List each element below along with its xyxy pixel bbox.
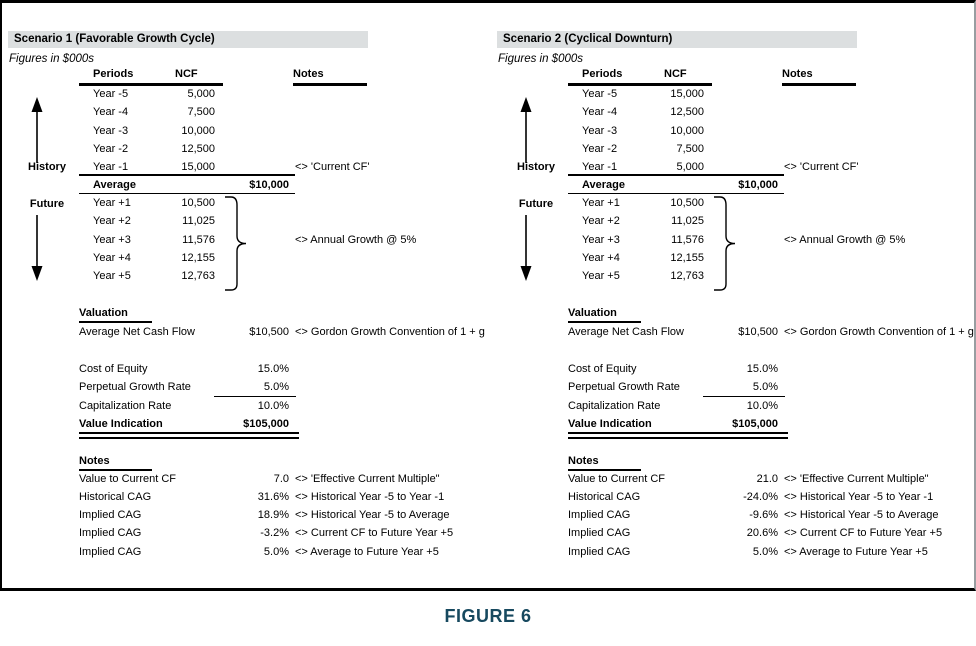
note-row-label: Historical CAG <box>79 491 152 503</box>
period-cell: Year -4 <box>582 106 618 118</box>
ncf-cell: 7,500 <box>187 106 215 118</box>
ncf-cell: 7,500 <box>676 143 704 155</box>
gordon-growth-note: <> Gordon Growth Convention of 1 + g <box>784 326 974 338</box>
period-cell: Year +4 <box>93 252 131 264</box>
note-row-note: <> 'Effective Current Multiple" <box>784 473 929 485</box>
note-row-label: Historical CAG <box>568 491 641 503</box>
history-up-arrow-icon <box>518 97 534 163</box>
header-rule <box>79 83 223 86</box>
period-cell: Year -5 <box>582 88 618 100</box>
perpetual-growth-value: 5.0% <box>752 381 778 393</box>
note-row-note: <> 'Effective Current Multiple" <box>295 473 440 485</box>
ncf-cell: 15,000 <box>670 88 704 100</box>
period-cell: Year +3 <box>582 234 620 246</box>
note-row-value: -9.6% <box>749 509 778 521</box>
ncf-cell: 12,500 <box>181 143 215 155</box>
valuation-header-rule <box>79 321 152 323</box>
note-row-label: Implied CAG <box>568 527 631 539</box>
note-row-label: Implied CAG <box>79 509 142 521</box>
ncf-cell: 10,000 <box>670 125 704 137</box>
cap-rate-value: 10.0% <box>257 400 289 412</box>
period-cell: Year -2 <box>93 143 129 155</box>
average-value: $10,000 <box>249 179 289 191</box>
note-row-value: 21.0 <box>756 473 778 485</box>
notes-section-header: Notes <box>568 455 599 467</box>
note-row-label: Implied CAG <box>79 546 142 558</box>
history-label: History <box>517 161 555 173</box>
cost-of-equity-value: 15.0% <box>746 363 778 375</box>
notes-section-rule <box>568 469 641 471</box>
note-row-label: Value to Current CF <box>79 473 177 485</box>
note-row-note: <> Current CF to Future Year +5 <box>295 527 454 539</box>
note-row-note: <> Historical Year -5 to Average <box>295 509 450 521</box>
col-header-notes: Notes <box>293 68 324 80</box>
ncf-cell: 11,025 <box>182 215 215 227</box>
units-note: Figures in $000s <box>9 53 95 65</box>
future-down-arrow-icon <box>29 215 45 281</box>
gordon-growth-note: <> Gordon Growth Convention of 1 + g <box>295 326 485 338</box>
note-row-label: Value to Current CF <box>568 473 666 485</box>
brace-icon <box>710 195 740 292</box>
col-header-ncf: NCF <box>664 68 687 80</box>
perpetual-growth-label: Perpetual Growth Rate <box>79 381 191 393</box>
note-row-value: 5.0% <box>263 546 289 558</box>
note-row-value: 18.9% <box>257 509 289 521</box>
future-down-arrow-icon <box>518 215 534 281</box>
notes-header-rule <box>293 83 367 86</box>
period-cell: Year +5 <box>582 270 620 282</box>
period-cell: Year -4 <box>93 106 129 118</box>
note-row-value: 5.0% <box>752 546 778 558</box>
note-row-note: <> Current CF to Future Year +5 <box>784 527 943 539</box>
note-row-value: -3.2% <box>260 527 289 539</box>
value-indication-label: Value Indication <box>568 418 652 430</box>
note-row-label: Implied CAG <box>568 546 631 558</box>
future-label: Future <box>29 198 65 210</box>
period-cell: Year -3 <box>93 125 129 137</box>
cap-rate-label: Capitalization Rate <box>79 400 172 412</box>
history-up-arrow-icon <box>29 97 45 163</box>
period-cell: Year +2 <box>582 215 620 227</box>
cap-rate-value: 10.0% <box>746 400 778 412</box>
scenario-1-header-band <box>8 31 368 48</box>
figure-caption: FIGURE 6 <box>444 606 532 626</box>
ncf-cell: 15,000 <box>181 161 215 173</box>
notes-section-rule <box>79 469 152 471</box>
annual-growth-note: <> Annual Growth @ 5% <box>295 234 417 246</box>
period-cell: Year -3 <box>582 125 618 137</box>
ncf-cell: 10,500 <box>181 197 215 209</box>
scenario-1-panel <box>8 31 485 586</box>
ncf-cell: 10,000 <box>181 125 215 137</box>
note-row-note: <> Average to Future Year +5 <box>784 546 928 558</box>
note-row-label: Implied CAG <box>568 509 631 521</box>
scenario-title: Scenario 2 (Cyclical Downturn) <box>503 33 673 45</box>
units-note: Figures in $000s <box>498 53 584 65</box>
period-cell: Year -1 <box>582 161 618 173</box>
col-header-periods: Periods <box>582 68 623 80</box>
value-indication-value: $105,000 <box>243 418 289 430</box>
avg-ncf-label: Average Net Cash Flow <box>79 326 195 338</box>
scenario-2-header-band <box>497 31 857 48</box>
avg-ncf-label: Average Net Cash Flow <box>568 326 684 338</box>
col-header-periods: Periods <box>93 68 134 80</box>
period-cell: Year -1 <box>93 161 129 173</box>
cost-of-equity-value: 15.0% <box>257 363 289 375</box>
perpetual-growth-label: Perpetual Growth Rate <box>568 381 680 393</box>
ncf-cell: 11,025 <box>671 215 704 227</box>
ncf-cell: 12,500 <box>670 106 704 118</box>
value-indication-label: Value Indication <box>79 418 163 430</box>
brace-icon <box>221 195 251 292</box>
cap-rate-label: Capitalization Rate <box>568 400 661 412</box>
value-indication-double-rule <box>79 432 299 439</box>
ncf-cell: 10,500 <box>670 197 704 209</box>
annual-growth-note: <> Annual Growth @ 5% <box>784 234 906 246</box>
note-row-note: <> Historical Year -5 to Average <box>784 509 939 521</box>
col-header-ncf: NCF <box>175 68 198 80</box>
note-row-note: <> Historical Year -5 to Year -1 <box>295 491 445 503</box>
period-cell: Year +4 <box>582 252 620 264</box>
period-cell: Year +5 <box>93 270 131 282</box>
ncf-cell: 11,576 <box>671 234 704 246</box>
note-row-note: <> Average to Future Year +5 <box>295 546 439 558</box>
valuation-header-rule <box>568 321 641 323</box>
ncf-cell: 5,000 <box>187 88 215 100</box>
history-label: History <box>28 161 66 173</box>
future-label: Future <box>518 198 554 210</box>
average-label: Average <box>582 179 626 191</box>
value-indication-value: $105,000 <box>732 418 778 430</box>
period-cell: Year +3 <box>93 234 131 246</box>
average-rule-top <box>79 174 295 176</box>
rate-sum-rule <box>703 396 785 398</box>
period-cell: Year -2 <box>582 143 618 155</box>
average-rule-bottom <box>568 193 784 195</box>
ncf-cell: 12,155 <box>670 252 704 264</box>
period-cell: Year -5 <box>93 88 129 100</box>
average-label: Average <box>93 179 137 191</box>
perpetual-growth-value: 5.0% <box>263 381 289 393</box>
period-cell: Year +1 <box>93 197 131 209</box>
valuation-header: Valuation <box>568 307 617 319</box>
ncf-cell: 5,000 <box>676 161 704 173</box>
period-cell: Year +2 <box>93 215 131 227</box>
ncf-cell: 11,576 <box>182 234 215 246</box>
note-row-value: 31.6% <box>257 491 289 503</box>
col-header-notes: Notes <box>782 68 813 80</box>
current-cf-note: <> 'Current CF' <box>295 161 370 173</box>
current-cf-note: <> 'Current CF' <box>784 161 859 173</box>
avg-ncf-value: $10,500 <box>738 326 778 338</box>
ncf-cell: 12,763 <box>181 270 215 282</box>
average-rule-bottom <box>79 193 295 195</box>
ncf-cell: 12,155 <box>181 252 215 264</box>
rate-sum-rule <box>214 396 296 398</box>
period-cell: Year +1 <box>582 197 620 209</box>
scenario-2-panel <box>497 31 974 586</box>
average-value: $10,000 <box>738 179 778 191</box>
note-row-note: <> Historical Year -5 to Year -1 <box>784 491 934 503</box>
notes-header-rule <box>782 83 856 86</box>
value-indication-double-rule <box>568 432 788 439</box>
header-rule <box>568 83 712 86</box>
cost-of-equity-label: Cost of Equity <box>79 363 148 375</box>
cost-of-equity-label: Cost of Equity <box>568 363 637 375</box>
ncf-cell: 12,763 <box>670 270 704 282</box>
average-rule-top <box>568 174 784 176</box>
note-row-value: 20.6% <box>746 527 778 539</box>
notes-section-header: Notes <box>79 455 110 467</box>
scenario-title: Scenario 1 (Favorable Growth Cycle) <box>14 33 215 45</box>
note-row-value: 7.0 <box>273 473 289 485</box>
note-row-value: -24.0% <box>743 491 778 503</box>
note-row-label: Implied CAG <box>79 527 142 539</box>
valuation-header: Valuation <box>79 307 128 319</box>
avg-ncf-value: $10,500 <box>249 326 289 338</box>
